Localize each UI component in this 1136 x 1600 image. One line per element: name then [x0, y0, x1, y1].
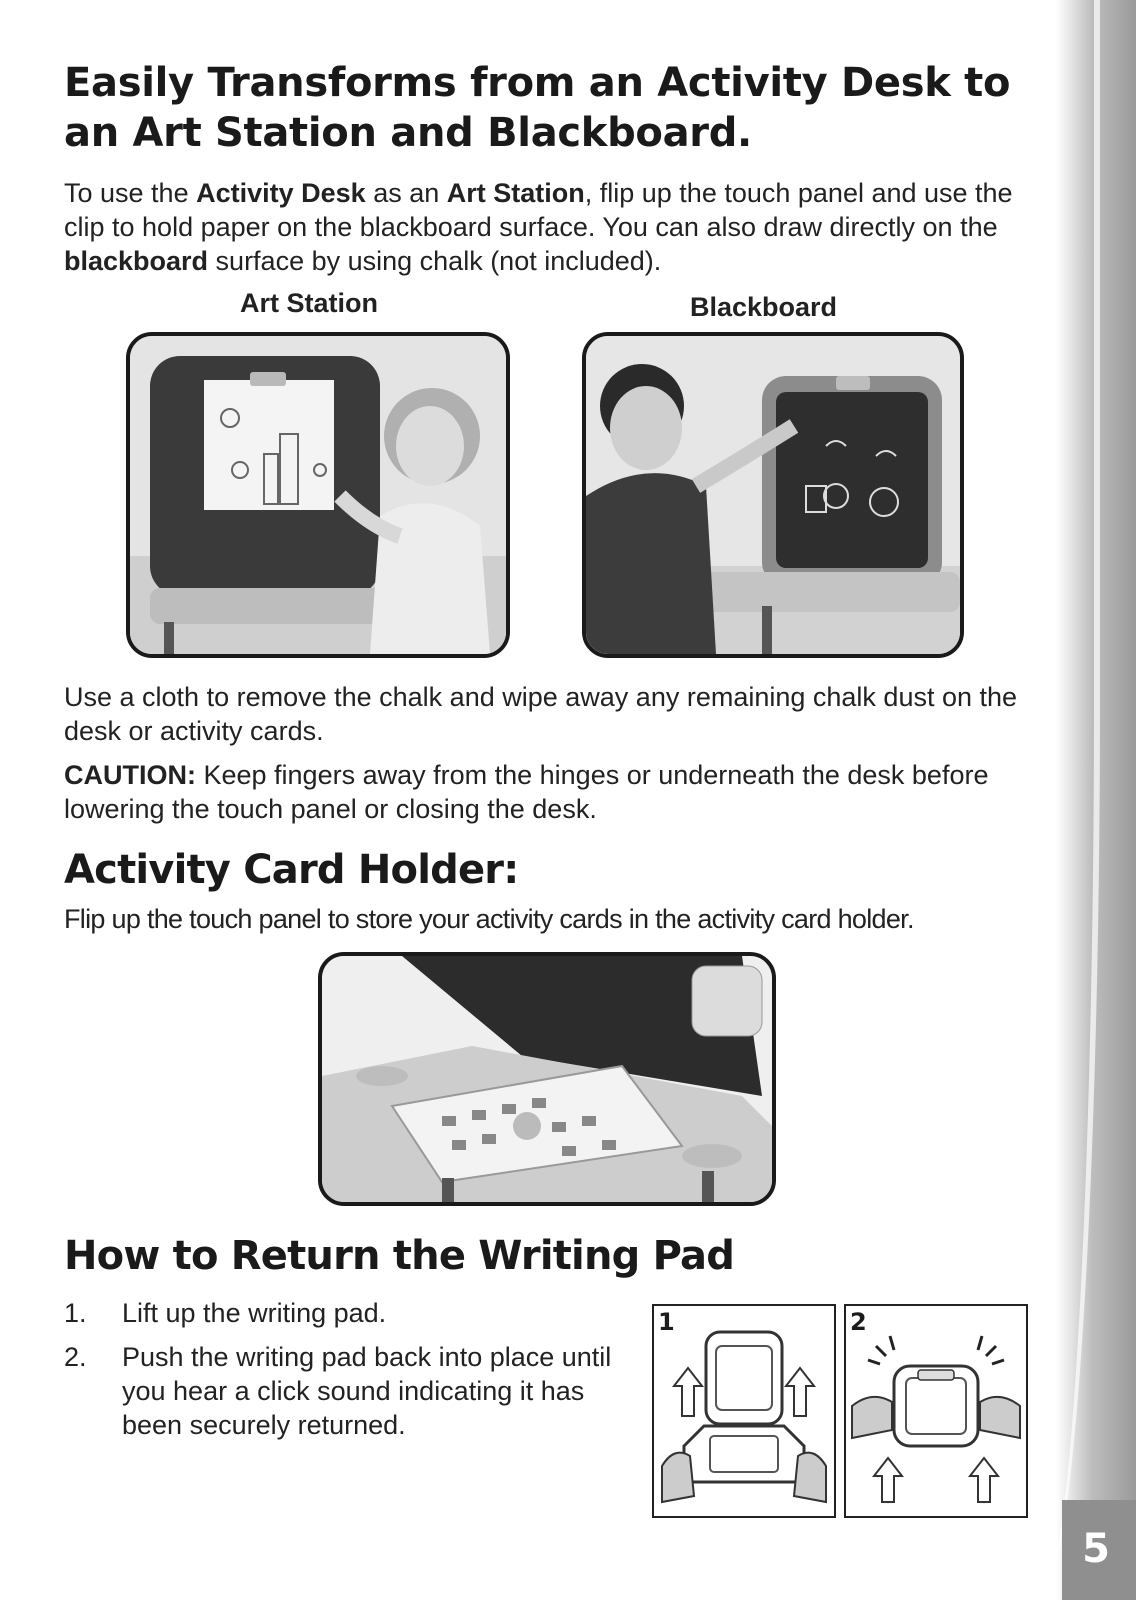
art-station-paragraph: To use the Activity Desk as an Art Station, flip up the touch panel and use the clip to hold paper on the blackboard surface. You can also draw directly on the blackboard surface by using chalk (not included). — [64, 178, 1013, 276]
activity-card-holder-heading: Activity Card Holder: — [64, 847, 519, 893]
list-item: 1. Lift up the writing pad. — [64, 1298, 387, 1328]
list-item: 2. Push the writing pad back into place until you hear a click sound indicating it has been securely returned. — [64, 1342, 612, 1440]
return-steps-list — [64, 1296, 624, 1452]
push-pad-diagram: 2 — [844, 1304, 1028, 1518]
art-station-caption: Art Station — [240, 288, 378, 318]
blackboard-caption: Blackboard — [690, 292, 838, 322]
activity-card-holder-text: Flip up the touch panel to store your activity cards in the activity card holder. — [64, 904, 914, 934]
return-writing-pad-heading: How to Return the Writing Pad — [64, 1233, 735, 1279]
caution-paragraph: CAUTION: Keep fingers away from the hinges or underneath the desk before lowering the touch panel or closing the desk. — [64, 760, 989, 824]
caution-label: CAUTION: — [64, 760, 196, 790]
blackboard-photo — [582, 332, 964, 658]
lift-pad-diagram: 1 — [652, 1304, 836, 1518]
art-station-photo — [126, 332, 510, 658]
activity-card-holder-photo — [318, 952, 776, 1206]
page-number: 5 — [1082, 1526, 1110, 1572]
cloth-paragraph: Use a cloth to remove the chalk and wipe away any remaining chalk dust on the desk or activity cards. — [64, 682, 1018, 746]
main-heading: Easily Transforms from an Activity Desk to an Art Station and Blackboard. — [64, 60, 1011, 156]
